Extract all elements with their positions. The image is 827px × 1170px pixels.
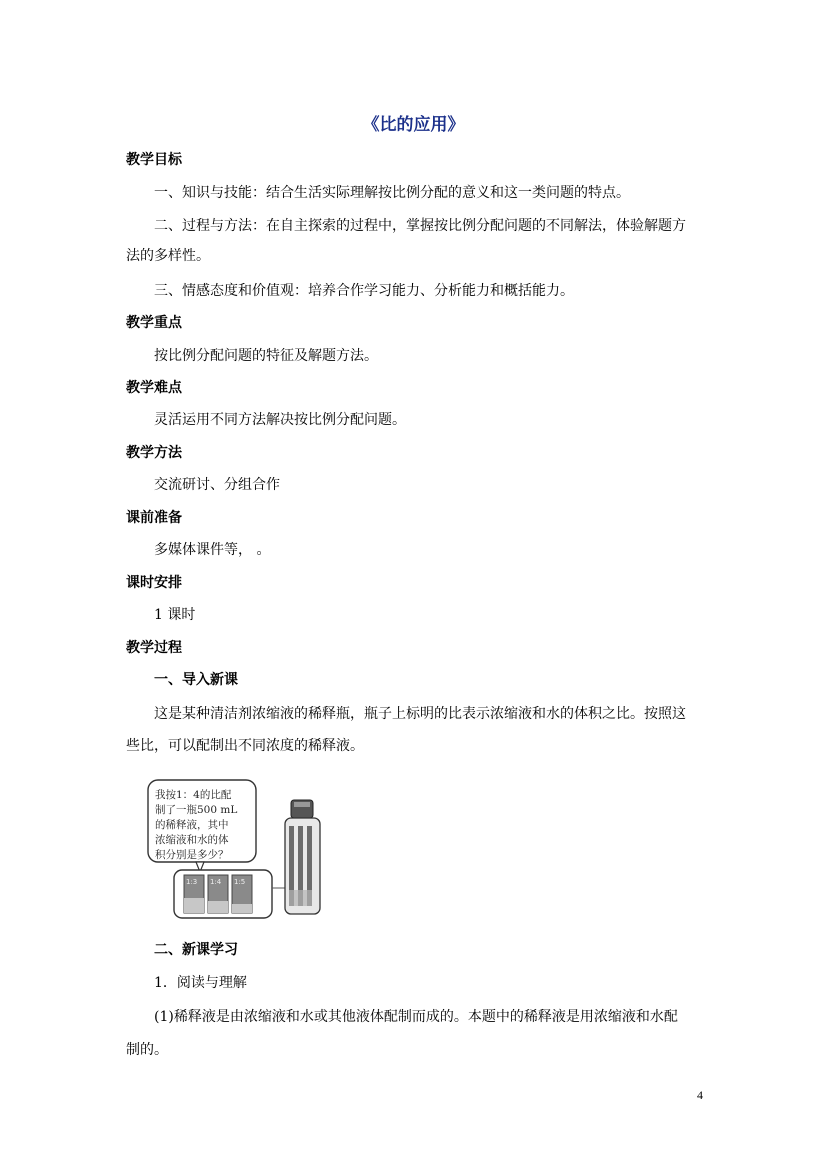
bubble-line-3: 的稀释液，其中: [155, 819, 229, 831]
section-1-heading: 一、导入新课: [154, 672, 238, 688]
bottle-liquid: [289, 890, 312, 906]
bubble-line-2: 制了一瓶500 mL: [155, 804, 238, 816]
heading-key-points: 教学重点: [126, 315, 182, 331]
section-2-heading: 二、新课学习: [154, 942, 238, 958]
page-number: 4: [697, 1088, 703, 1102]
bottle-cap-highlight: [294, 802, 310, 807]
svg-text:1:3 1:4 1:5: [186, 878, 245, 886]
heading-difficulties: 教学难点: [126, 380, 182, 396]
ratio-swatch-3-fill: [232, 904, 252, 913]
goal-item-3: 三、情感态度和价值观：培养合作学习能力、分析能力和概括能力。: [154, 283, 574, 299]
preparation-text: 多媒体课件等， 。: [154, 542, 271, 558]
goal-item-1: 一、知识与技能：结合生活实际理解按比例分配的意义和这一类问题的特点。: [154, 185, 630, 201]
difficulties-text: 灵活运用不同方法解决按比例分配问题。: [154, 412, 406, 428]
ratio-label-3: 1:5: [234, 878, 246, 886]
section-1-para-line-1: 这是某种清洁剂浓缩液的稀释瓶，瓶子上标明的比表示浓缩液和水的体积之比。按照这: [154, 706, 686, 722]
goal-item-2-line-1: 二、过程与方法：在自主探索的过程中，掌握按比例分配问题的不同解法，体验解题方: [154, 218, 686, 234]
svg-text:我按1：4的比配 制了一瓶500 mL: [155, 788, 241, 861]
bubble-line-4: 浓缩液和水的体: [155, 834, 229, 846]
goal-item-2-line-2: 法的多样性。: [126, 248, 210, 264]
bubble-line-5: 积分别是多少？: [155, 849, 229, 861]
ratio-label-1: 1:3: [186, 878, 198, 886]
ratio-swatch-2-fill: [208, 901, 228, 913]
heading-methods: 教学方法: [126, 445, 182, 461]
heading-schedule: 课时安排: [126, 575, 182, 591]
heading-preparation: 课前准备: [126, 510, 182, 526]
section-2-sub-1: 1．阅读与理解: [154, 975, 247, 991]
key-points-text: 按比例分配问题的特征及解题方法。: [154, 348, 378, 364]
section-1-para-line-2: 些比，可以配制出不同浓度的稀释液。: [126, 738, 364, 754]
heading-process: 教学过程: [126, 640, 182, 656]
ratio-label-2: 1:4: [210, 878, 222, 886]
methods-text: 交流研讨、分组合作: [154, 477, 280, 493]
section-2-para-line-1: (1)稀释液是由浓缩液和水或其他液体配制而成的。本题中的稀释液是用浓缩液和水配: [154, 1009, 678, 1025]
schedule-text: 1 课时: [154, 607, 196, 623]
document-title: 《比的应用》: [362, 115, 465, 135]
heading-teaching-goals: 教学目标: [126, 152, 182, 168]
ratio-swatch-1-fill: [184, 898, 204, 913]
bubble-line-1: 我按1：4的比配: [155, 789, 232, 801]
section-2-para-line-2: 制的。: [126, 1042, 168, 1058]
dilution-bottle-illustration: [146, 778, 336, 920]
